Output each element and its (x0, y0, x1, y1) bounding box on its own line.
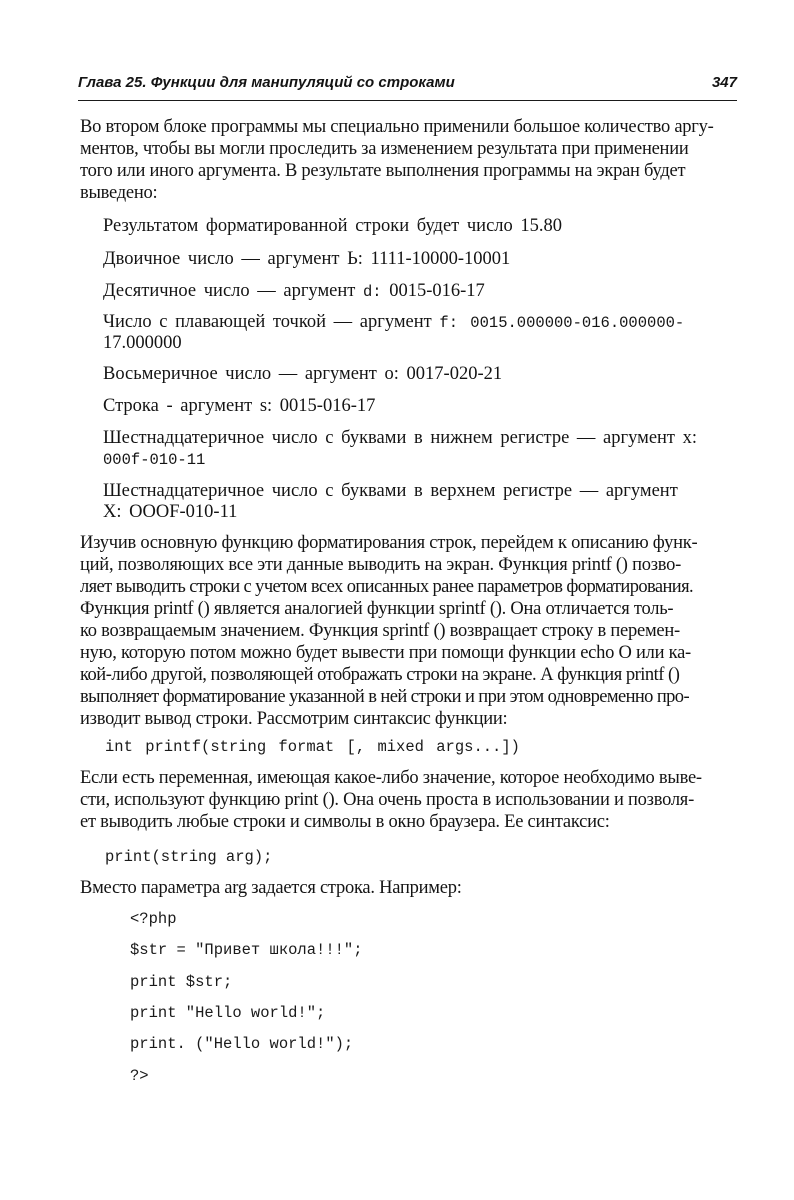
intro-line: выведено: (80, 183, 158, 203)
chapter-title: Глава 25. Функции для манипуляций со строками (78, 74, 455, 91)
decimal-label: Десятичное число — аргумент (103, 281, 356, 301)
printf-para-line: выполняет форматирование указанной в ней строки и при этом одновременно про- (80, 687, 690, 707)
output-octal (103, 363, 748, 385)
printf-para-line: ную, которую потом можно будет вывести при помощи функции echo O или ка- (80, 643, 691, 663)
float-value: f: 0015.000000-016.000000- (439, 314, 685, 332)
print-para-line: Если есть переменная, имеющая какое-либо значение, которое необходимо выве- (80, 768, 702, 788)
code-line: print "Hello world!"; (130, 1004, 326, 1022)
running-header (78, 74, 737, 101)
print-para-line: сти, используют функцию print (). Она очень проста в использовании и позволя- (80, 790, 694, 810)
printf-para-line: ций, позволяющих все эти данные выводить на экран. Функция printf () позво- (80, 555, 682, 575)
output-float-cont: 17.000000 (103, 333, 182, 353)
string-value: 0015-016-17 (279, 396, 376, 416)
decimal-arg: d: (362, 283, 382, 301)
decimal-value: 0015-016-17 (389, 281, 485, 301)
intro-line: Во втором блоке программы мы специально применили большое количество аргу- (80, 117, 714, 137)
printf-syntax: int printf(string format [, mixed args...]) (105, 738, 520, 756)
output-hex-lower-value: 000f-010-11 (103, 451, 206, 469)
printf-para-line: кой-либо другой, позволяющей отображать строки на экране. А функция printf () (80, 665, 680, 685)
code-line: $str = "Привет школа!!!"; (130, 941, 363, 959)
octal-value: 0017-020-21 (406, 364, 503, 384)
binary-label: Двоичное число — аргумент Ь: (103, 249, 363, 269)
output-float (103, 311, 748, 334)
code-line: print. ("Hello world!"); (130, 1035, 354, 1053)
code-line: <?php (130, 910, 177, 928)
intro-line: ментов, чтобы вы могли проследить за изменением результата при применении (80, 139, 689, 159)
intro-line: того или иного аргумента. В результате выполнения программы на экран будет (80, 161, 686, 181)
page-number: 347 (711, 74, 737, 91)
output-result: Результатом форматированной строки будет число 15.80 (103, 216, 563, 236)
example-intro: Вместо параметра arg задается строка. Например: (80, 878, 462, 898)
output-hex-upper-value: X: OOOF-010-11 (103, 502, 238, 522)
printf-para-line: Функция printf () является аналогией функции sprintf (). Она отличается толь- (80, 599, 674, 619)
output-hex-lower: Шестнадцатеричное число с буквами в нижнем регистре — аргумент х: (103, 428, 698, 448)
print-para-line: ет выводить любые строки и символы в окно браузера. Ее синтаксис: (80, 812, 610, 832)
output-decimal (103, 280, 748, 303)
string-label: Строка - аргумент s: (103, 396, 273, 416)
float-label: Число с плавающей точкой — аргумент (103, 312, 432, 332)
binary-value: 1111-10000-10001 (370, 249, 511, 269)
code-line: ?> (130, 1067, 149, 1085)
output-hex-upper: Шестнадцатеричное число с буквами в верхнем регистре — аргумент (103, 481, 678, 501)
printf-para-line: ко возвращаемым значением. Функция sprintf () возвращает строку в перемен- (80, 621, 680, 641)
printf-para-line: изводит вывод строки. Рассмотрим синтаксис функции: (80, 709, 508, 729)
output-binary (103, 248, 748, 270)
octal-label: Восьмеричное число — аргумент о: (103, 364, 399, 384)
printf-para-line: ляет выводить строки с учетом всех описанных ранее параметров форматирования. (80, 577, 694, 597)
output-string (103, 395, 748, 417)
code-line: print $str; (130, 973, 233, 991)
printf-para-line: Изучив основную функцию форматирования строк, перейдем к описанию функ- (80, 533, 698, 553)
print-syntax: print(string arg); (105, 848, 273, 866)
